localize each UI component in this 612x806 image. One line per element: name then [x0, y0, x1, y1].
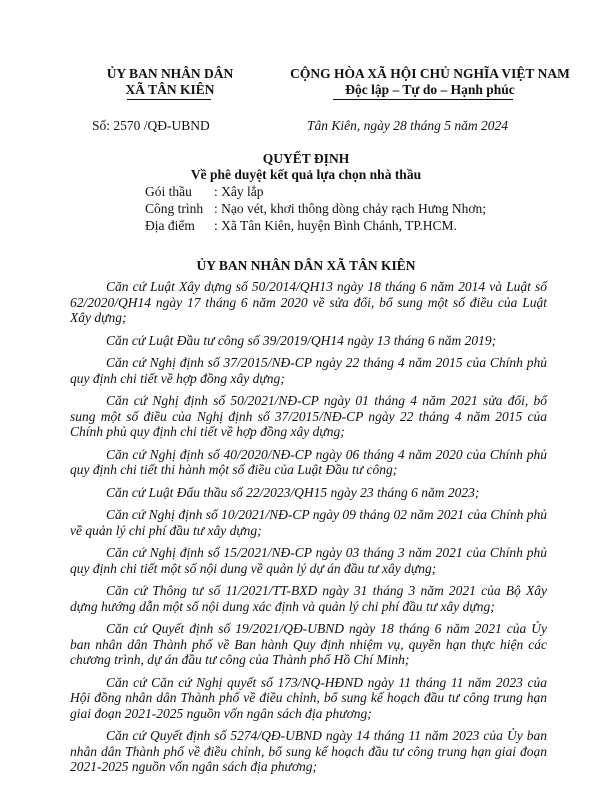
- basis-paragraph: Căn cứ Thông tư số 11/2021/TT-BXD ngày 31 tháng 3 năm 2021 của Bộ Xây dựng hướng dẫn một số nội dung xác định và quản lý chi phí đầu tư xây dựng;: [70, 583, 547, 614]
- issuer-line2: XÃ TÂN KIÊN: [125, 82, 215, 97]
- info-value-package: : Xây lắp: [214, 184, 264, 199]
- basis-paragraph: Căn cứ Căn cứ Nghị quyết số 173/NQ-HĐND ngày 11 tháng 11 năm 2023 của Hội đồng nhân dân Thành phố về điều chỉnh, bổ sung kế hoạch đầu tư công trung hạn giai đoạn 2021-2025 nguồn vốn ngân sách địa phương;: [70, 674, 547, 721]
- basis-paragraph: Căn cứ Nghị định số 40/2020/NĐ-CP ngày 06 tháng 4 năm 2020 của Chính phủ quy định chi tiết thi hành một số điều của Luật Đầu tư công;: [70, 446, 547, 477]
- national-title: CỘNG HÒA XÃ HỘI CHỦ NGHĨA VIỆT NAM: [290, 66, 570, 81]
- decision-subject: Về phê duyệt kết quả lựa chọn nhà thầu: [190, 167, 422, 182]
- authority-heading: ỦY BAN NHÂN DÂN XÃ TÂN KIÊN: [196, 258, 416, 273]
- info-label-project: Công trình: [145, 201, 204, 216]
- basis-paragraph: Căn cứ Luật Xây dựng số 50/2014/QH13 ngày 18 tháng 6 năm 2014 và Luật số 62/2020/QH14 ngày 17 tháng 6 năm 2020 về sửa đổi, bổ sung một số điều của Luật Xây dựng;: [70, 279, 547, 325]
- basis-paragraph: Căn cứ Luật Đấu thầu số 22/2023/QH15 ngày 23 tháng 6 năm 2023;: [106, 484, 480, 500]
- decision-title: QUYẾT ĐỊNH: [262, 151, 350, 166]
- basis-paragraph: Căn cứ Nghị định số 50/2021/NĐ-CP ngày 01 tháng 4 năm 2021 sửa đổi, bổ sung một số điều của Nghị định số 37/2015/NĐ-CP ngày 22 tháng 4 năm 2015 của Chính phủ quy định chi tiết về hợp đồng xây dựng;: [70, 393, 547, 439]
- basis-paragraph: Căn cứ Luật Đầu tư công số 39/2019/QH14 ngày 13 tháng 6 năm 2019;: [106, 332, 497, 348]
- basis-paragraph: Căn cứ Nghị định số 10/2021/NĐ-CP ngày 09 tháng 02 năm 2021 của Chính phủ về quản lý chi phí đầu tư xây dựng;: [70, 507, 547, 538]
- basis-paragraph: Căn cứ Nghị định số 37/2015/NĐ-CP ngày 22 tháng 4 năm 2015 của Chính phủ quy định chi tiết về hợp đồng xây dựng;: [70, 355, 547, 386]
- info-value-project: : Nạo vét, khơi thông dòng chảy rạch Hưng Nhơn;: [214, 201, 487, 216]
- motto-underline: [333, 99, 513, 100]
- info-value-location: : Xã Tân Kiên, huyện Bình Chánh, TP.HCM.: [214, 218, 457, 233]
- issuer-line1: ỦY BAN NHÂN DÂN: [106, 66, 234, 81]
- document-number: Số: 2570 /QĐ-UBND: [92, 118, 210, 133]
- info-label-location: Địa điểm: [145, 218, 195, 233]
- issuer-underline: [127, 99, 211, 100]
- legal-basis-section: [70, 279, 547, 775]
- basis-paragraph: Căn cứ Quyết định số 19/2021/QĐ-UBND ngày 18 tháng 6 năm 2021 của Ủy ban nhân dân Thành phố về Ban hành Quy định nhiệm vụ, quyền hạn thực hiện các chương trình, dự án đầu tư công của Thành phố Hồ Chí Minh;: [70, 621, 547, 667]
- info-label-package: Gói thầu: [145, 184, 192, 199]
- basis-paragraph: Căn cứ Quyết định số 5274/QĐ-UBND ngày 14 tháng 11 năm 2023 của Ủy ban nhân dân Thành phố về điều chỉnh, bổ sung kế hoạch đầu tư công trung hạn giai đoạn 2021-2025 nguồn vốn ngân sách địa phương;: [70, 728, 547, 774]
- issue-date: Tân Kiên, ngày 28 tháng 5 năm 2024: [307, 118, 508, 133]
- national-motto: Độc lập – Tự do – Hạnh phúc: [345, 82, 515, 97]
- basis-paragraph: Căn cứ Nghị định số 15/2021/NĐ-CP ngày 03 tháng 3 năm 2021 của Chính phủ quy định chi tiết một số nội dung về quản lý dự án đầu tư xây dựng;: [70, 545, 547, 576]
